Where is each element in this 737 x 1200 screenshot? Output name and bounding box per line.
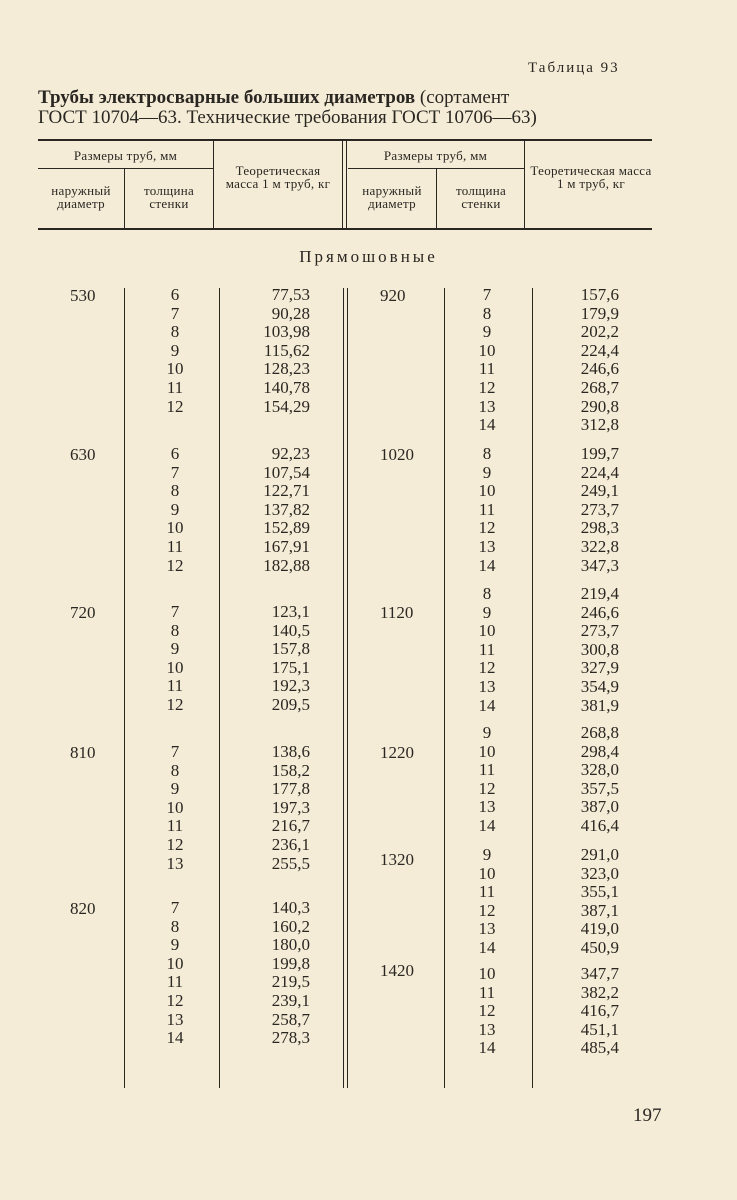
mass-column	[230, 603, 310, 715]
mass-cell: 180,0	[271, 935, 310, 955]
wall-thickness-cell: 10	[166, 518, 184, 538]
wall-thickness-cell: 9	[482, 462, 492, 482]
wall-thickness-cell: 12	[166, 834, 184, 854]
wall-thickness-cell: 14	[478, 555, 496, 575]
mass-cell: 182,88	[263, 555, 310, 575]
mass-cell: 77,53	[271, 285, 310, 304]
wall-thickness-column	[150, 286, 200, 416]
wall-thickness-column	[150, 603, 200, 715]
mass-column	[230, 899, 310, 1048]
wall-thickness-column	[462, 445, 512, 575]
wall-thickness-cell: 8	[482, 303, 492, 323]
mass-cell: 291,0	[580, 845, 619, 864]
body-vline	[343, 288, 344, 1088]
wall-thickness-cell: 12	[478, 900, 496, 920]
mass-cell: 255,5	[271, 853, 310, 873]
wall-thickness-cell: 14	[478, 1038, 496, 1058]
wall-thickness-cell: 9	[482, 322, 492, 342]
mass-cell: 92,23	[271, 444, 310, 463]
header-sizes-right: Размеры труб, мм	[383, 148, 488, 163]
mass-column	[230, 286, 310, 416]
wall-thickness-cell: 10	[166, 797, 184, 817]
wall-thickness-cell: 8	[482, 584, 492, 603]
wall-thickness-cell: 9	[482, 723, 492, 742]
mass-cell: 357,5	[580, 778, 619, 798]
mass-column	[540, 585, 619, 715]
mass-cell: 382,2	[580, 982, 619, 1002]
wall-thickness-column	[462, 585, 512, 715]
mass-column	[540, 445, 619, 575]
mass-cell: 236,1	[271, 834, 310, 854]
body-vline	[219, 288, 220, 1088]
wall-thickness-cell: 11	[478, 982, 496, 1002]
wall-thickness-cell: 10	[478, 481, 496, 501]
mass-cell: 224,4	[580, 462, 619, 482]
outer-diameter: 1420	[380, 961, 414, 980]
wall-thickness-column	[150, 743, 200, 873]
wall-thickness-cell: 13	[166, 1009, 184, 1029]
mass-cell: 347,7	[580, 964, 619, 983]
wall-thickness-cell: 14	[166, 1028, 184, 1048]
wall-thickness-cell: 9	[170, 340, 180, 360]
body-vline	[347, 288, 348, 1088]
mass-cell: 175,1	[271, 657, 310, 677]
mass-cell: 122,71	[263, 481, 310, 501]
wall-thickness-cell: 12	[478, 377, 496, 397]
wall-thickness-cell: 12	[478, 1001, 496, 1021]
body-vline	[532, 288, 533, 1088]
mass-cell: 90,28	[271, 303, 310, 323]
mass-cell: 158,2	[271, 760, 310, 780]
mass-cell: 298,4	[580, 741, 619, 761]
title-bold: Трубы электросварные больших диаметров	[38, 87, 416, 108]
wall-thickness-cell: 10	[478, 964, 496, 983]
wall-thickness-cell: 14	[478, 937, 496, 957]
wall-thickness-cell: 11	[166, 816, 184, 836]
body-vline	[124, 288, 125, 1088]
wall-thickness-cell: 10	[478, 621, 496, 641]
wall-thickness-cell: 13	[478, 396, 496, 416]
header-mass-left: Теоретическая масса 1 м труб, кг	[225, 163, 331, 191]
mass-cell: 199,7	[580, 444, 619, 463]
wall-thickness-column	[462, 286, 512, 435]
mass-cell: 157,6	[580, 285, 619, 304]
wall-thickness-cell: 13	[478, 1019, 496, 1039]
mass-cell: 451,1	[580, 1019, 619, 1039]
outer-diameter: 810	[70, 743, 96, 762]
mass-cell: 268,7	[580, 377, 619, 397]
wall-thickness-cell: 14	[478, 815, 496, 835]
mass-cell: 219,5	[271, 972, 310, 992]
wall-thickness-cell: 12	[166, 555, 184, 575]
title-line2: ГОСТ 10704—63. Технические требования ГОСТ 10706—63)	[38, 107, 537, 128]
wall-thickness-cell: 10	[166, 953, 184, 973]
header-sizes-left: Размеры труб, мм	[73, 148, 178, 163]
wall-thickness-cell: 10	[166, 359, 184, 379]
body-vline	[444, 288, 445, 1088]
wall-thickness-cell: 8	[170, 322, 180, 342]
mass-cell: 167,91	[263, 536, 310, 556]
mass-cell: 246,6	[580, 359, 619, 379]
mass-cell: 328,0	[580, 760, 619, 780]
mass-cell: 355,1	[580, 882, 619, 902]
header-outer-left: наружный диаметр	[51, 183, 111, 211]
wall-thickness-cell: 11	[478, 499, 496, 519]
mass-cell: 312,8	[580, 415, 619, 435]
mass-cell: 219,4	[580, 584, 619, 603]
outer-diameter: 1220	[380, 743, 414, 762]
wall-thickness-cell: 8	[170, 760, 180, 780]
wall-thickness-cell: 11	[478, 760, 496, 780]
mass-cell: 115,62	[263, 340, 310, 360]
page-number: 197	[633, 1105, 662, 1126]
outer-diameter: 1020	[380, 445, 414, 464]
wall-thickness-cell: 6	[170, 444, 180, 463]
wall-thickness-cell: 7	[170, 462, 180, 482]
wall-thickness-cell: 6	[170, 285, 180, 304]
mass-cell: 273,7	[580, 621, 619, 641]
wall-thickness-cell: 9	[482, 602, 492, 622]
outer-diameter: 720	[70, 603, 96, 622]
wall-thickness-cell: 14	[478, 695, 496, 715]
mass-cell: 202,2	[580, 322, 619, 342]
top-rule	[38, 139, 652, 141]
wall-thickness-cell: 8	[170, 916, 180, 936]
wall-thickness-cell: 8	[170, 481, 180, 501]
wall-thickness-cell: 10	[478, 741, 496, 761]
wall-thickness-cell: 8	[482, 444, 492, 463]
wall-thickness-cell: 7	[482, 285, 492, 304]
header-outer-right: наружный диаметр	[362, 183, 422, 211]
mass-cell: 157,8	[271, 639, 310, 659]
header-vline	[436, 169, 437, 228]
wall-thickness-column	[462, 965, 512, 1058]
mass-column	[540, 846, 619, 958]
mass-cell: 246,6	[580, 602, 619, 622]
wall-thickness-cell: 13	[478, 919, 496, 939]
mass-cell: 416,4	[580, 815, 619, 835]
mass-cell: 209,5	[271, 694, 310, 714]
mass-cell: 450,9	[580, 937, 619, 957]
mass-cell: 107,54	[263, 462, 310, 482]
header-wall-right: толщина стенки	[455, 183, 507, 211]
mass-column	[540, 965, 619, 1058]
mass-cell: 160,2	[271, 916, 310, 936]
outer-diameter: 1120	[380, 603, 414, 622]
mass-cell: 197,3	[271, 797, 310, 817]
wall-thickness-cell: 8	[170, 620, 180, 640]
wall-thickness-cell: 12	[478, 658, 496, 678]
mass-cell: 485,4	[580, 1038, 619, 1058]
outer-diameter: 920	[380, 286, 406, 305]
wall-thickness-cell: 14	[478, 415, 496, 435]
header-vline	[342, 141, 343, 228]
mass-cell: 327,9	[580, 658, 619, 678]
mass-cell: 268,8	[580, 723, 619, 742]
mass-cell: 103,98	[263, 322, 310, 342]
mass-cell: 273,7	[580, 499, 619, 519]
mass-column	[230, 743, 310, 873]
mass-cell: 140,5	[271, 620, 310, 640]
wall-thickness-cell: 7	[170, 303, 180, 323]
wall-thickness-cell: 12	[166, 396, 184, 416]
wall-thickness-cell: 9	[170, 639, 180, 659]
mass-cell: 138,6	[271, 742, 310, 761]
table-title	[38, 88, 678, 128]
table-number: Таблица 93	[528, 60, 620, 76]
mass-cell: 298,3	[580, 518, 619, 538]
mass-cell: 347,3	[580, 555, 619, 575]
header-bottom-rule	[38, 228, 652, 230]
wall-thickness-cell: 11	[166, 377, 184, 397]
section-title: Прямошовные	[299, 247, 438, 266]
left-subheader-rule	[38, 168, 214, 169]
mass-cell: 290,8	[580, 396, 619, 416]
header-vline	[524, 141, 525, 228]
wall-thickness-column	[150, 899, 200, 1048]
mass-cell: 258,7	[271, 1009, 310, 1029]
outer-diameter: 630	[70, 445, 96, 464]
wall-thickness-cell: 9	[170, 779, 180, 799]
mass-column	[540, 724, 619, 836]
header-wall-left: толщина стенки	[143, 183, 195, 211]
wall-thickness-cell: 7	[170, 602, 180, 621]
mass-cell: 322,8	[580, 536, 619, 556]
mass-cell: 179,9	[580, 303, 619, 323]
mass-column	[540, 286, 619, 435]
header-vline	[213, 141, 214, 228]
wall-thickness-cell: 12	[166, 694, 184, 714]
mass-cell: 354,9	[580, 676, 619, 696]
mass-cell: 123,1	[271, 602, 310, 621]
mass-cell: 192,3	[271, 676, 310, 696]
wall-thickness-cell: 10	[166, 657, 184, 677]
mass-cell: 224,4	[580, 340, 619, 360]
mass-cell: 140,78	[263, 377, 310, 397]
wall-thickness-cell: 7	[170, 742, 180, 761]
wall-thickness-column	[462, 724, 512, 836]
wall-thickness-cell: 13	[478, 676, 496, 696]
mass-cell: 278,3	[271, 1028, 310, 1048]
mass-cell: 381,9	[580, 695, 619, 715]
mass-cell: 128,23	[263, 359, 310, 379]
header-vline	[124, 169, 125, 228]
wall-thickness-cell: 10	[478, 863, 496, 883]
wall-thickness-cell: 10	[478, 340, 496, 360]
mass-cell: 419,0	[580, 919, 619, 939]
mass-cell: 387,0	[580, 797, 619, 817]
mass-cell: 216,7	[271, 816, 310, 836]
outer-diameter: 820	[70, 899, 96, 918]
mass-cell: 249,1	[580, 481, 619, 501]
wall-thickness-cell: 13	[478, 797, 496, 817]
mass-cell: 300,8	[580, 639, 619, 659]
wall-thickness-cell: 11	[478, 359, 496, 379]
header-mass-right: Теоретическая масса 1 м труб, кг	[530, 163, 652, 191]
mass-column	[230, 445, 310, 575]
wall-thickness-cell: 12	[478, 778, 496, 798]
wall-thickness-cell: 9	[170, 935, 180, 955]
wall-thickness-cell: 11	[166, 972, 184, 992]
wall-thickness-cell: 13	[478, 536, 496, 556]
mass-cell: 323,0	[580, 863, 619, 883]
wall-thickness-cell: 12	[478, 518, 496, 538]
outer-diameter: 1320	[380, 850, 414, 869]
wall-thickness-cell: 11	[478, 639, 496, 659]
wall-thickness-column	[150, 445, 200, 575]
wall-thickness-column	[462, 846, 512, 958]
mass-cell: 177,8	[271, 779, 310, 799]
wall-thickness-cell: 11	[166, 536, 184, 556]
wall-thickness-cell: 9	[170, 499, 180, 519]
wall-thickness-cell: 11	[478, 882, 496, 902]
header-vline	[346, 141, 347, 228]
mass-cell: 140,3	[271, 898, 310, 917]
wall-thickness-cell: 12	[166, 990, 184, 1010]
wall-thickness-cell: 11	[166, 676, 184, 696]
wall-thickness-cell: 7	[170, 898, 180, 917]
mass-cell: 387,1	[580, 900, 619, 920]
mass-cell: 199,8	[271, 953, 310, 973]
mass-cell: 152,89	[263, 518, 310, 538]
mass-cell: 137,82	[263, 499, 310, 519]
mass-cell: 239,1	[271, 990, 310, 1010]
outer-diameter: 530	[70, 286, 96, 305]
title-rest: (сортамент	[415, 87, 510, 108]
wall-thickness-cell: 13	[166, 853, 184, 873]
mass-cell: 416,7	[580, 1001, 619, 1021]
mass-cell: 154,29	[263, 396, 310, 416]
wall-thickness-cell: 9	[482, 845, 492, 864]
